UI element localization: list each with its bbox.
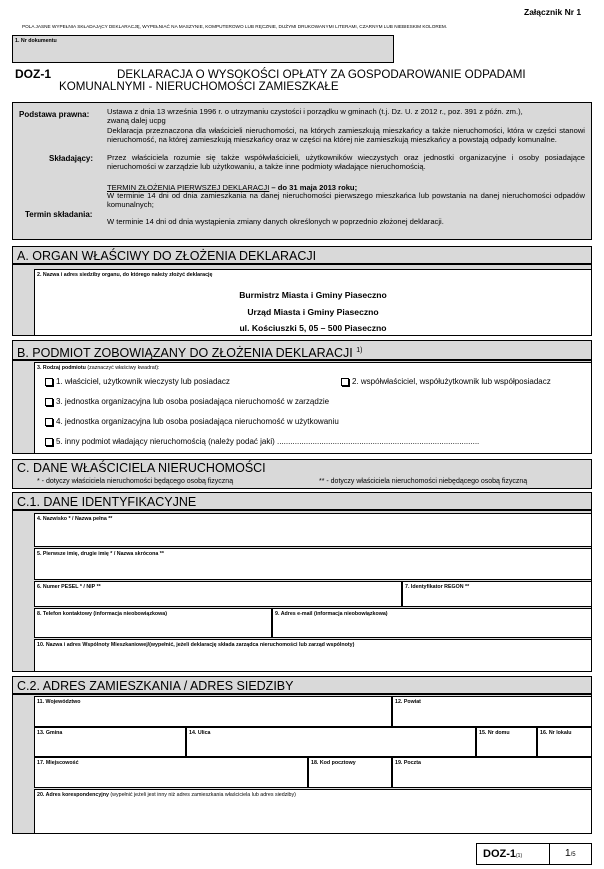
checkbox-icon[interactable] <box>45 438 53 446</box>
filer-text1: Deklaracja przeznaczona dla właścicieli nieruchomości, na których zamieszkują mieszkańcy a także nieruchomości, która w części stanowi nieruchomość, na której zamieszkują mieszkańcy oraz w części na której nie zamieszkują mieszkańcy a powstają odpady komunalne. <box>107 126 585 144</box>
organ-line1: Burmistrz Miasta i Gminy Piaseczno <box>239 290 387 300</box>
apartment-number-label: 16. Nr lokalu <box>540 730 572 736</box>
street-label: 14. Ulica <box>189 730 211 736</box>
postal-code-field[interactable] <box>308 757 392 788</box>
basis-line1: Ustawa z dnia 13 września 1996 r. o utrzymaniu czystości i porządku w gminach (t.j. Dz. U. z 2012 r., poz. 391 z późn. zm.), <box>107 107 523 116</box>
filer-text2: Przez właściciela rozumie się także współwłaścicieli, użytkowników wieczystych oraz jednostki organizacyjne i osoby posiadające nieruchomości w zarządzie lub użytkowaniu, a także inne podmioty władające nieruchomością. <box>107 153 585 171</box>
first-name-label: 5. Pierwsze imię, drugie imię * / Nazwa skrócona ** <box>37 551 164 557</box>
house-number-label: 15. Nr domu <box>479 730 510 736</box>
entity-option-3[interactable] <box>45 397 329 406</box>
section-c-note2: ** - dotyczy właściciela nieruchomości niebędącego osobą fizyczną <box>319 478 528 485</box>
community-label: 10. Nazwa i adres Wspólnoty Mieszkaniowej/(wypełnić, jeżeli deklarację składa zarządca nieruchomości lub zarząd wspólnoty) <box>37 642 355 648</box>
footer-page-total: /5 <box>570 852 576 858</box>
organ-field <box>34 269 592 336</box>
footer-form-version: (1) <box>516 853 523 859</box>
info-block <box>12 102 592 240</box>
footer-box <box>476 843 592 865</box>
attachment-label: Załącznik Nr 1 <box>524 7 582 17</box>
checkbox-icon[interactable] <box>45 398 53 406</box>
entity-option-2[interactable] <box>341 377 551 386</box>
form-code: DOZ-1 <box>15 67 51 81</box>
postal-code-label: 18. Kod pocztowy <box>311 760 356 766</box>
phone-field[interactable] <box>34 608 272 638</box>
deadline-label: Termin składania: <box>25 210 93 219</box>
municipality-label: 13. Gmina <box>37 730 63 736</box>
correspondence-address-hint: (wypełnić jeżeli jest inny niż adres zamieszkania właściciela lub adres siedziby) <box>108 792 296 798</box>
form-title-line2: KOMUNALNYMI - NIERUCHOMOŚCI ZAMIESZKAŁE <box>59 80 339 93</box>
doc-number-label: 1. Nr dokumentu <box>15 38 57 44</box>
entity-option-1[interactable] <box>45 377 230 386</box>
entity-option-5-label: 5. inny podmiot władający nieruchomością (należy podać jaki) ........................................................................................... <box>56 437 480 446</box>
regon-field[interactable] <box>402 581 592 607</box>
section-b-title-text: B. PODMIOT ZOBOWIĄZANY DO ZŁOŻENIA DEKLARACJI <box>17 346 353 361</box>
first-name-field[interactable] <box>34 548 592 580</box>
voivodeship-field[interactable] <box>34 696 392 727</box>
pesel-field[interactable] <box>34 581 402 607</box>
municipality-field[interactable] <box>34 727 186 757</box>
correspondence-address-field[interactable] <box>34 789 592 834</box>
email-field[interactable] <box>272 608 592 638</box>
section-c-header <box>12 459 592 489</box>
street-field[interactable] <box>186 727 476 757</box>
deadline-text2: W terminie 14 dni od dnia wystąpienia zmiany danych określonych w poprzednio złożonej deklaracji. <box>107 217 444 226</box>
filer-label: Składający: <box>49 154 94 163</box>
correspondence-address-label: 20. Adres korespondencyjny <box>37 792 109 798</box>
entity-option-2-label: 2. współwłaściciel, współużytkownik lub współposiadacz <box>352 377 551 386</box>
entity-option-5[interactable] <box>45 437 479 446</box>
section-c1-title: C.1. DANE IDENTYFIKACYJNE <box>12 492 592 510</box>
entity-type-label: 3. Rodzaj podmiotu <box>37 365 86 371</box>
entity-option-3-label: 3. jednostka organizacyjna lub osoba posiadająca nieruchomość w zarządzie <box>56 397 330 406</box>
checkbox-icon[interactable] <box>45 378 53 386</box>
email-label: 9. Adres e-mail (informacja nieobowiązkowa) <box>275 611 388 617</box>
pesel-label: 6. Numer PESEL * / NIP ** <box>37 584 101 590</box>
section-c-title: C. DANE WŁAŚCICIELA NIERUCHOMOŚCI <box>17 461 266 475</box>
city-label: 17. Miejscowość <box>37 760 79 766</box>
entity-type-field <box>34 362 592 454</box>
deadline-heading: TERMIN ZŁOŻENIA PIERWSZEJ DEKLARACJI <box>107 183 270 192</box>
deadline-date: – do 31 maja 2013 roku; <box>269 183 358 192</box>
organ-field-label: 2. Nazwa i adres siedziby organu, do którego należy złożyć deklarację <box>37 272 213 278</box>
organ-line3: ul. Kościuszki 5, 05 – 500 Piaseczno <box>239 323 387 333</box>
county-label: 12. Powiat <box>395 699 421 705</box>
post-office-field[interactable] <box>392 757 592 788</box>
form-title-line1: DEKLARACJA O WYSOKOŚCI OPŁATY ZA GOSPODAROWANIE ODPADAMI <box>117 68 526 81</box>
fill-instruction: POLA JASNE WYPEŁNIA SKŁADAJĄCY DEKLARACJĘ, WYPEŁNIAĆ NA MASZYNIE, KOMPUTEROWO LUB RĘCZNIE, DUŻYMI DRUKOWANYMI LITERAMI, CZARNYM LUB NIEBIESKIM KOLOREM. <box>22 24 448 29</box>
entity-option-4[interactable] <box>45 417 339 426</box>
basis-line2: zwaną dalej ucpg <box>107 116 166 125</box>
basis-label: Podstawa prawna: <box>19 110 90 119</box>
section-b-title <box>12 340 592 360</box>
apartment-number-field[interactable] <box>537 727 592 757</box>
doc-number-field[interactable] <box>12 35 394 63</box>
county-field[interactable] <box>392 696 592 727</box>
city-field[interactable] <box>34 757 308 788</box>
house-number-field[interactable] <box>476 727 537 757</box>
checkbox-icon[interactable] <box>341 378 349 386</box>
footer-form-code: DOZ-1 <box>483 848 516 860</box>
section-b-footnote-ref: 1) <box>356 347 363 354</box>
organ-line2: Urząd Miasta i Gminy Piaseczno <box>247 307 379 317</box>
community-field[interactable] <box>34 639 592 672</box>
section-c2-title: C.2. ADRES ZAMIESZKANIA / ADRES SIEDZIBY <box>12 676 592 694</box>
regon-label: 7. Identyfikator REGON ** <box>405 584 470 590</box>
surname-field[interactable] <box>34 513 592 547</box>
surname-label: 4. Nazwisko * / Nazwa pełna ** <box>37 516 113 522</box>
section-a-title: A. ORGAN WŁAŚCIWY DO ZŁOŻENIA DEKLARACJI <box>12 246 592 264</box>
entity-type-hint: (zaznaczyć właściwy kwadrat): <box>85 365 160 371</box>
checkbox-icon[interactable] <box>45 418 53 426</box>
section-c-note1: * - dotyczy właściciela nieruchomości będącego osobą fizyczną <box>37 478 234 485</box>
post-office-label: 19. Poczta <box>395 760 421 766</box>
deadline-text1: W terminie 14 dni od dnia zamieszkania na danej nieruchomości pierwszego mieszkańca lub powstania na danej nieruchomości odpadów komunalnych; <box>107 191 585 209</box>
phone-label: 8. Telefon kontaktowy (informacja nieobowiązkowa) <box>37 611 167 617</box>
entity-option-4-label: 4. jednostka organizacyjna lub osoba posiadająca nieruchomość w użytkowaniu <box>56 417 339 426</box>
footer-page-number: 1 <box>565 848 571 859</box>
entity-option-1-label: 1. właściciel, użytkownik wieczysty lub posiadacz <box>56 377 230 386</box>
voivodeship-label: 11. Województwo <box>37 699 81 705</box>
